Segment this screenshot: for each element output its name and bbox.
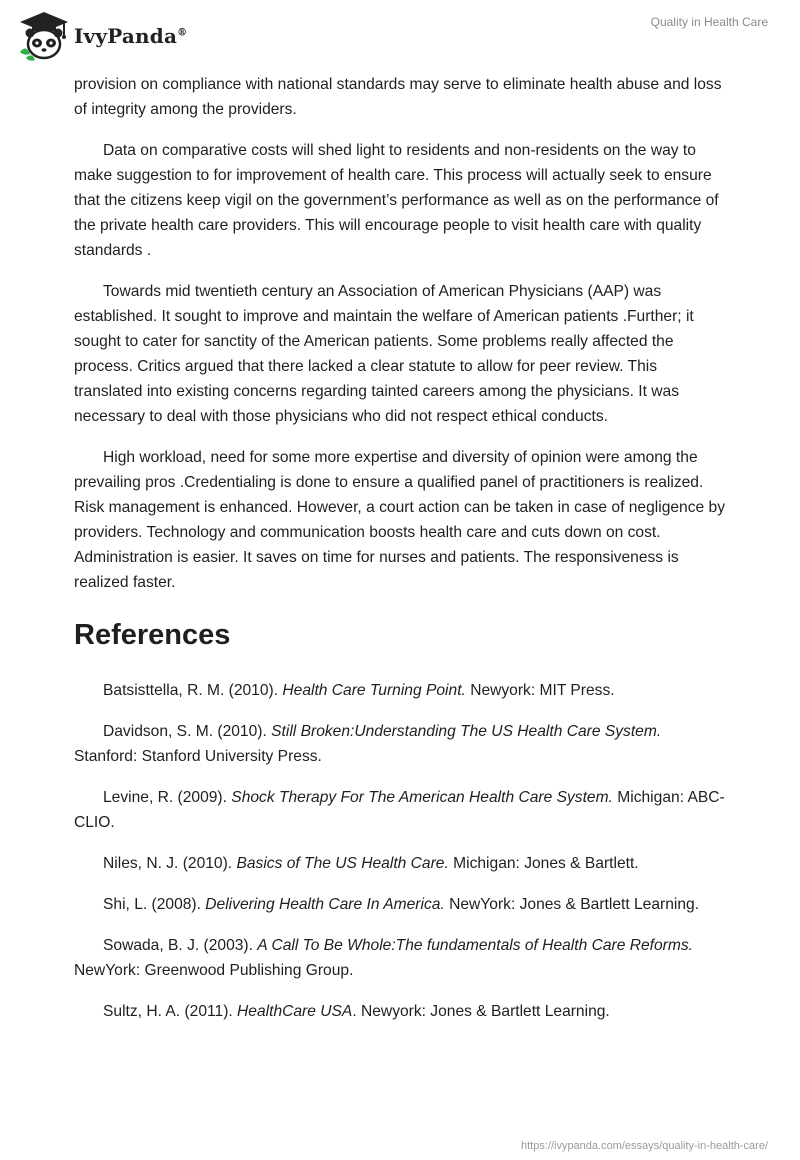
panda-graduate-icon [16,8,72,64]
paragraph: provision on compliance with national standards may serve to eliminate health abuse and loss of integrity among the providers. [74,76,722,118]
running-title: Quality in Health Care [650,15,768,29]
brand-name: IvyPanda® [74,24,188,48]
reference-item: Davidson, S. M. (2010). Still Broken:Understanding The US Health Care System. Stanford: Stanford University Press. [74,723,662,765]
reference-item: Sultz, H. A. (2011). HealthCare USA. Newyork: Jones & Bartlett Learning. [103,1003,610,1020]
reference-item: Sowada, B. J. (2003). A Call To Be Whole:The fundamentals of Health Care Reforms. NewYork: Greenwood Publishing Group. [74,937,693,979]
reference-item: Shi, L. (2008). Delivering Health Care In America. NewYork: Jones & Bartlett Learning. [103,896,700,913]
essay-content [74,72,726,1040]
source-url[interactable]: https://ivypanda.com/essays/quality-in-health-care/ [520,1140,768,1152]
ivypanda-logo[interactable] [16,8,187,64]
paragraph: Towards mid twentieth century an Association of American Physicians (AAP) was established. It sought to improve and maintain the welfare of American patients .Further; it sought to cater for sanctity of the American patients. Some problems really affected the process. Critics argued that there lacked a clear statute to allow for peer review. This translated into existing concerns regarding tainted careers among the physicians. It was necessary to deal with those physicians who did not respect ethical conducts. [74,283,694,425]
reference-item: Levine, R. (2009). Shock Therapy For The American Health Care System. Michigan: ABC-CLIO. [74,789,725,831]
paragraph: High workload, need for some more expertise and diversity of opinion were among the prevailing pros .Credentialing is done to ensure a qualified panel of practitioners is realized. Risk management is enhanced. However, a court action can be taken in case of negligence by providers. Technology and communication boosts health care and cuts down on cost. Administration is easier. It saves on time for nurses and patients. The responsiveness is realized faster. [74,449,725,591]
page-header [0,0,800,70]
reference-item: Batsisttella, R. M. (2010). Health Care Turning Point. Newyork: MIT Press. [103,682,615,699]
reference-item: Niles, N. J. (2010). Basics of The US Health Care. Michigan: Jones & Bartlett. [103,855,639,872]
references-heading: References [74,619,231,651]
paragraph: Data on comparative costs will shed light to residents and non-residents on the way to make suggestion to for improvement of health care. This process will actually seek to ensure that the citizens keep vigil on the government’s performance as well as on the performance of the private health care providers. This will encourage people to visit health care with quality standards . [74,142,719,259]
